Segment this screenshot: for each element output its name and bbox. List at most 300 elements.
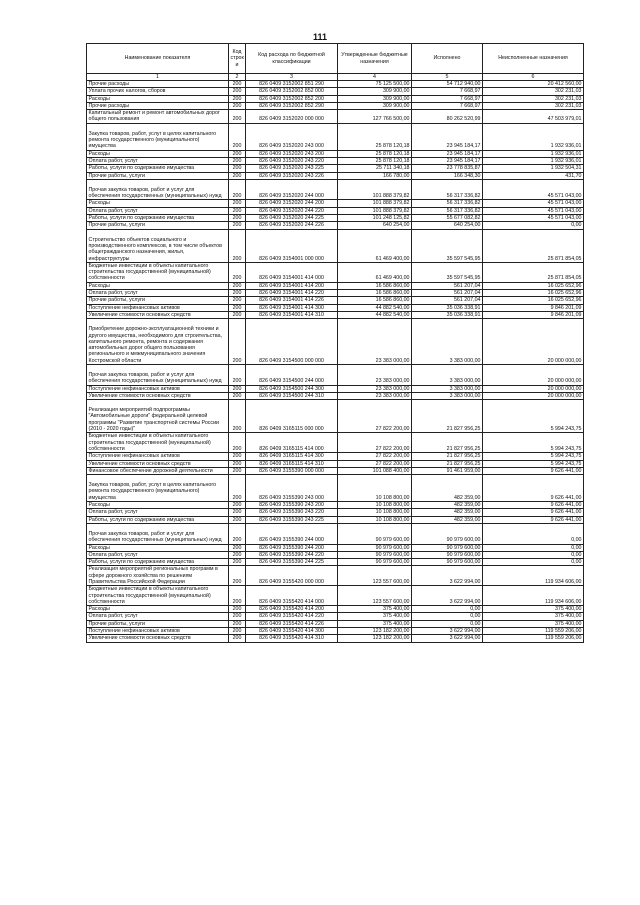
cell-code: 826 0409 3155420 414 226 xyxy=(246,620,338,627)
table-row xyxy=(87,385,584,392)
table-row xyxy=(87,297,584,304)
cell-executed: 23 778 835,87 xyxy=(412,165,483,172)
cell-code: 826 0409 3155390 244 220 xyxy=(246,551,338,558)
cell-approved: 25 878 120,18 xyxy=(338,150,412,157)
table-row xyxy=(87,586,584,606)
cell-approved: 23 383 000,00 xyxy=(338,364,412,385)
cell-approved: 25 878 120,18 xyxy=(338,157,412,164)
cell-line: 200 xyxy=(229,433,246,453)
cell-executed: 3 383 000,00 xyxy=(412,319,483,365)
cell-unexecuted: 0,00 xyxy=(483,523,584,544)
cell-unexecuted: 9 626 441,00 xyxy=(483,509,584,516)
cell-executed: 640 254,00 xyxy=(412,222,483,229)
cell-name: Поступление нефинансовых активов xyxy=(87,304,229,311)
cell-name: Увеличение стоимости основных средств xyxy=(87,460,229,467)
cell-code: 826 0409 3152020 244 226 xyxy=(246,222,338,229)
cell-approved: 27 822 200,00 xyxy=(338,460,412,467)
cell-executed: 35 597 545,95 xyxy=(412,229,483,262)
table-row xyxy=(87,453,584,460)
cell-name: Закупка товаров, работ, услуг в целях капитального ремонта государственного (муниципального) имущества xyxy=(87,475,229,502)
cell-approved: 90 979 600,00 xyxy=(338,551,412,558)
cell-line: 200 xyxy=(229,551,246,558)
cell-code: 826 0409 3155390 000 000 xyxy=(246,467,338,474)
cell-unexecuted: 119 559 206,00 xyxy=(483,635,584,642)
cell-approved: 101 248 125,82 xyxy=(338,215,412,222)
cell-unexecuted: 5 994 243,75 xyxy=(483,460,584,467)
cell-line: 200 xyxy=(229,516,246,523)
table-row xyxy=(87,262,584,282)
cell-name: Прочие работы, услуги xyxy=(87,222,229,229)
table-row xyxy=(87,606,584,613)
cell-executed: 23 945 184,17 xyxy=(412,157,483,164)
cell-line: 200 xyxy=(229,319,246,365)
cell-line: 200 xyxy=(229,544,246,551)
table-row xyxy=(87,559,584,566)
cell-executed: 561 207,04 xyxy=(412,290,483,297)
table-body xyxy=(87,81,584,643)
cell-line: 200 xyxy=(229,262,246,282)
cell-line: 200 xyxy=(229,110,246,124)
cell-code: 826 0409 3165115 414 000 xyxy=(246,433,338,453)
cell-unexecuted: 0,00 xyxy=(483,551,584,558)
cell-unexecuted: 25 871 854,05 xyxy=(483,229,584,262)
cell-line: 200 xyxy=(229,88,246,95)
column-number: 2 xyxy=(229,74,246,81)
table-row xyxy=(87,282,584,289)
table-row xyxy=(87,502,584,509)
cell-code: 826 0409 3152020 243 226 xyxy=(246,172,338,179)
cell-unexecuted: 5 994 243,75 xyxy=(483,400,584,433)
cell-code: 826 0409 3152020 244 220 xyxy=(246,207,338,214)
cell-line: 200 xyxy=(229,628,246,635)
cell-unexecuted: 16 025 652,96 xyxy=(483,297,584,304)
cell-code: 826 0409 3152002 852 200 xyxy=(246,95,338,102)
cell-name: Работы, услуги по содержанию имущества xyxy=(87,215,229,222)
cell-name: Расходы xyxy=(87,95,229,102)
cell-approved: 10 108 800,00 xyxy=(338,475,412,502)
cell-approved: 25 878 120,18 xyxy=(338,123,412,150)
cell-executed: 0,00 xyxy=(412,620,483,627)
cell-name: Увеличение стоимости основных средств xyxy=(87,311,229,318)
cell-executed: 3 622 994,00 xyxy=(412,628,483,635)
cell-executed: 56 317 336,82 xyxy=(412,207,483,214)
header-approved: Утвержденные бюджетные назначения xyxy=(338,44,412,74)
cell-name: Бюджетные инвестиции в объекты капитального строительства государственной (муниципальной) собственности xyxy=(87,586,229,606)
cell-line: 200 xyxy=(229,304,246,311)
cell-executed: 3 383 000,00 xyxy=(412,364,483,385)
cell-unexecuted: 302 231,03 xyxy=(483,95,584,102)
cell-line: 200 xyxy=(229,102,246,109)
table-row xyxy=(87,150,584,157)
cell-line: 200 xyxy=(229,229,246,262)
cell-code: 826 0409 3155390 243 225 xyxy=(246,516,338,523)
cell-approved: 101 888 379,82 xyxy=(338,200,412,207)
cell-approved: 123 557 600,00 xyxy=(338,586,412,606)
table-row xyxy=(87,613,584,620)
cell-executed: 561 207,04 xyxy=(412,297,483,304)
cell-line: 200 xyxy=(229,385,246,392)
table-row xyxy=(87,467,584,474)
cell-approved: 309 900,00 xyxy=(338,88,412,95)
cell-line: 200 xyxy=(229,460,246,467)
cell-line: 200 xyxy=(229,453,246,460)
cell-executed: 3 622 994,00 xyxy=(412,635,483,642)
cell-executed: 7 668,97 xyxy=(412,88,483,95)
table-row xyxy=(87,460,584,467)
table-row xyxy=(87,311,584,318)
cell-approved: 16 586 860,00 xyxy=(338,297,412,304)
cell-approved: 23 383 000,00 xyxy=(338,385,412,392)
cell-code: 826 0409 3154500 000 000 xyxy=(246,319,338,365)
table-row xyxy=(87,304,584,311)
cell-approved: 309 900,00 xyxy=(338,102,412,109)
cell-executed: 166 348,30 xyxy=(412,172,483,179)
cell-approved: 27 822 200,00 xyxy=(338,453,412,460)
cell-name: Увеличение стоимости основных средств xyxy=(87,392,229,399)
column-number: 3 xyxy=(246,74,338,81)
cell-unexecuted: 302 231,03 xyxy=(483,88,584,95)
cell-approved: 90 979 600,00 xyxy=(338,559,412,566)
cell-code: 826 0409 3155390 243 200 xyxy=(246,502,338,509)
cell-approved: 10 108 800,00 xyxy=(338,502,412,509)
cell-unexecuted: 9 846 201,09 xyxy=(483,304,584,311)
cell-name: Прочие расходы xyxy=(87,81,229,88)
cell-line: 200 xyxy=(229,157,246,164)
cell-executed: 21 827 956,25 xyxy=(412,433,483,453)
cell-executed: 90 979 600,00 xyxy=(412,559,483,566)
cell-unexecuted: 5 994 243,75 xyxy=(483,433,584,453)
cell-executed: 3 622 994,00 xyxy=(412,566,483,586)
cell-unexecuted: 20 000 000,00 xyxy=(483,319,584,365)
cell-line: 200 xyxy=(229,172,246,179)
cell-code: 826 0409 3155390 244 000 xyxy=(246,523,338,544)
cell-unexecuted: 9 626 441,00 xyxy=(483,475,584,502)
table-row xyxy=(87,200,584,207)
cell-executed: 482 359,00 xyxy=(412,502,483,509)
cell-line: 200 xyxy=(229,523,246,544)
cell-line: 200 xyxy=(229,179,246,200)
cell-line: 200 xyxy=(229,559,246,566)
table-row xyxy=(87,551,584,558)
table-row xyxy=(87,222,584,229)
table-row xyxy=(87,509,584,516)
cell-executed: 35 597 545,95 xyxy=(412,262,483,282)
cell-approved: 25 711 340,18 xyxy=(338,165,412,172)
cell-approved: 640 254,00 xyxy=(338,222,412,229)
cell-code: 826 0409 3155420 000 000 xyxy=(246,566,338,586)
cell-approved: 309 900,00 xyxy=(338,95,412,102)
cell-name: Оплата работ, услуг xyxy=(87,613,229,620)
table-row xyxy=(87,620,584,627)
table-row xyxy=(87,81,584,88)
cell-name: Оплата работ, услуг xyxy=(87,509,229,516)
cell-approved: 61 469 400,00 xyxy=(338,229,412,262)
cell-line: 200 xyxy=(229,392,246,399)
cell-approved: 27 822 200,00 xyxy=(338,433,412,453)
cell-unexecuted: 375 400,00 xyxy=(483,620,584,627)
table-row xyxy=(87,172,584,179)
cell-unexecuted: 0,00 xyxy=(483,222,584,229)
cell-approved: 90 979 600,00 xyxy=(338,544,412,551)
cell-executed: 91 461 959,00 xyxy=(412,467,483,474)
cell-approved: 123 182 200,00 xyxy=(338,635,412,642)
column-number-row xyxy=(87,74,584,81)
cell-unexecuted: 119 934 606,00 xyxy=(483,586,584,606)
cell-unexecuted: 119 559 206,00 xyxy=(483,628,584,635)
cell-line: 200 xyxy=(229,502,246,509)
cell-unexecuted: 375 400,00 xyxy=(483,613,584,620)
cell-code: 826 0409 3165115 414 310 xyxy=(246,460,338,467)
table-row xyxy=(87,290,584,297)
cell-line: 200 xyxy=(229,290,246,297)
cell-executed: 561 207,04 xyxy=(412,282,483,289)
cell-executed: 54 712 940,00 xyxy=(412,81,483,88)
cell-line: 200 xyxy=(229,297,246,304)
table-row xyxy=(87,179,584,200)
cell-approved: 375 400,00 xyxy=(338,620,412,627)
cell-name: Работы, услуги по содержанию имущества xyxy=(87,559,229,566)
cell-code: 826 0409 3152002 852 000 xyxy=(246,88,338,95)
header-row xyxy=(87,44,584,74)
cell-executed: 80 262 520,99 xyxy=(412,110,483,124)
table-row xyxy=(87,628,584,635)
cell-unexecuted: 375 400,00 xyxy=(483,606,584,613)
cell-line: 200 xyxy=(229,200,246,207)
table-row xyxy=(87,475,584,502)
cell-executed: 21 827 956,25 xyxy=(412,453,483,460)
cell-code: 826 0409 3152020 244 000 xyxy=(246,179,338,200)
cell-name: Оплата работ, услуг xyxy=(87,207,229,214)
cell-line: 200 xyxy=(229,509,246,516)
cell-executed: 3 622 994,00 xyxy=(412,586,483,606)
cell-approved: 16 586 860,00 xyxy=(338,282,412,289)
header-name: Наименование показателя xyxy=(87,44,229,74)
budget-report-table xyxy=(86,43,584,643)
cell-unexecuted: 47 503 979,01 xyxy=(483,110,584,124)
cell-name: Закупка товаров, работ, услуг в целях капитального ремонта государственного (муниципального) имущества xyxy=(87,123,229,150)
cell-approved: 44 882 540,00 xyxy=(338,311,412,318)
cell-name: Поступление нефинансовых активов xyxy=(87,453,229,460)
cell-name: Поступление нефинансовых активов xyxy=(87,385,229,392)
cell-code: 826 0409 3154500 244 000 xyxy=(246,364,338,385)
cell-unexecuted: 1 932 504,31 xyxy=(483,165,584,172)
cell-unexecuted: 45 571 043,00 xyxy=(483,200,584,207)
cell-name: Прочие расходы xyxy=(87,102,229,109)
cell-line: 200 xyxy=(229,606,246,613)
cell-code: 826 0409 3152020 000 000 xyxy=(246,110,338,124)
cell-name: Уплата прочих налогов, сборов xyxy=(87,88,229,95)
cell-name: Расходы xyxy=(87,282,229,289)
cell-name: Расходы xyxy=(87,150,229,157)
cell-unexecuted: 20 000 000,00 xyxy=(483,392,584,399)
cell-code: 826 0409 3154001 414 200 xyxy=(246,282,338,289)
cell-name: Работы, услуги по содержанию имущества xyxy=(87,516,229,523)
cell-code: 826 0409 3152020 244 200 xyxy=(246,200,338,207)
cell-name: Поступление нефинансовых активов xyxy=(87,628,229,635)
cell-approved: 101 888 379,82 xyxy=(338,179,412,200)
cell-executed: 35 036 338,91 xyxy=(412,304,483,311)
cell-line: 200 xyxy=(229,311,246,318)
cell-line: 200 xyxy=(229,123,246,150)
cell-unexecuted: 119 934 606,00 xyxy=(483,566,584,586)
cell-executed: 90 979 600,00 xyxy=(412,551,483,558)
cell-name: Оплата работ, услуг xyxy=(87,157,229,164)
table-row xyxy=(87,102,584,109)
cell-name: Расходы xyxy=(87,200,229,207)
cell-unexecuted: 16 025 652,96 xyxy=(483,290,584,297)
cell-unexecuted: 1 932 936,01 xyxy=(483,157,584,164)
cell-name: Финансовое обеспечение дорожной деятельности xyxy=(87,467,229,474)
cell-code: 826 0409 3165115 000 000 xyxy=(246,400,338,433)
cell-code: 826 0409 3152020 243 220 xyxy=(246,157,338,164)
cell-code: 826 0409 3154001 414 220 xyxy=(246,290,338,297)
table-row xyxy=(87,433,584,453)
cell-unexecuted: 1 932 936,01 xyxy=(483,123,584,150)
table-row xyxy=(87,319,584,365)
cell-name: Расходы xyxy=(87,544,229,551)
cell-code: 826 0409 3155420 414 200 xyxy=(246,606,338,613)
cell-approved: 375 400,00 xyxy=(338,606,412,613)
cell-approved: 127 766 500,00 xyxy=(338,110,412,124)
table-row xyxy=(87,544,584,551)
table-row xyxy=(87,165,584,172)
cell-approved: 27 822 200,00 xyxy=(338,400,412,433)
cell-code: 826 0409 3152020 243 200 xyxy=(246,150,338,157)
cell-approved: 90 979 600,00 xyxy=(338,523,412,544)
cell-name: Оплата работ, услуг xyxy=(87,290,229,297)
cell-name: Строительство объектов социального и производственного комплексов, в том числе объектов общегражданского назначения, жилья, инфраструктуры xyxy=(87,229,229,262)
cell-line: 200 xyxy=(229,635,246,642)
cell-executed: 56 317 336,82 xyxy=(412,200,483,207)
cell-executed: 21 827 956,25 xyxy=(412,460,483,467)
table-row xyxy=(87,229,584,262)
cell-line: 200 xyxy=(229,207,246,214)
cell-executed: 23 945 184,17 xyxy=(412,123,483,150)
cell-unexecuted: 45 571 043,00 xyxy=(483,179,584,200)
cell-unexecuted: 45 571 043,00 xyxy=(483,215,584,222)
table-row xyxy=(87,364,584,385)
cell-name: Прочие работы, услуги xyxy=(87,620,229,627)
cell-approved: 23 383 000,00 xyxy=(338,319,412,365)
cell-line: 200 xyxy=(229,400,246,433)
cell-executed: 23 945 184,17 xyxy=(412,150,483,157)
table-row xyxy=(87,392,584,399)
table-row xyxy=(87,207,584,214)
cell-name: Приобретение дорожно-эксплуатационной техники и другого имущества, необходимого для строительства, капитального ремонта, ремонта и содержания автомобильных дорог общего пользования регионального и межмуниципального значения Костромской области xyxy=(87,319,229,365)
header-executed: Исполнено xyxy=(412,44,483,74)
cell-unexecuted: 9 626 441,00 xyxy=(483,516,584,523)
cell-name: Бюджетные инвестиции в объекты капитального строительства государственной (муниципальной) собственности xyxy=(87,433,229,453)
cell-code: 826 0409 3152020 244 225 xyxy=(246,215,338,222)
cell-executed: 0,00 xyxy=(412,606,483,613)
column-number: 6 xyxy=(483,74,584,81)
cell-executed: 21 827 956,25 xyxy=(412,400,483,433)
cell-approved: 61 469 400,00 xyxy=(338,262,412,282)
table-row xyxy=(87,516,584,523)
cell-name: Расходы xyxy=(87,606,229,613)
cell-unexecuted: 25 871 854,05 xyxy=(483,262,584,282)
table-row xyxy=(87,110,584,124)
cell-unexecuted: 302 231,03 xyxy=(483,102,584,109)
cell-executed: 55 677 082,82 xyxy=(412,215,483,222)
cell-code: 826 0409 3152020 243 000 xyxy=(246,123,338,150)
cell-code: 826 0409 3154001 414 310 xyxy=(246,311,338,318)
cell-approved: 123 182 200,00 xyxy=(338,628,412,635)
cell-executed: 90 979 600,00 xyxy=(412,544,483,551)
cell-unexecuted: 45 571 043,00 xyxy=(483,207,584,214)
cell-name: Прочая закупка товаров, работ и услуг для обеспечения государственных (муниципальных) нужд xyxy=(87,523,229,544)
cell-executed: 3 383 000,00 xyxy=(412,385,483,392)
cell-executed: 7 668,97 xyxy=(412,95,483,102)
cell-approved: 166 780,00 xyxy=(338,172,412,179)
cell-unexecuted: 16 025 652,96 xyxy=(483,282,584,289)
cell-code: 826 0409 3165115 414 300 xyxy=(246,453,338,460)
table-row xyxy=(87,635,584,642)
cell-approved: 101 888 379,82 xyxy=(338,207,412,214)
header-code: Код расхода по бюджетной классификации xyxy=(246,44,338,74)
cell-name: Прочие работы, услуги xyxy=(87,172,229,179)
table-row xyxy=(87,523,584,544)
cell-executed: 3 383 000,00 xyxy=(412,392,483,399)
cell-code: 826 0409 3154500 244 310 xyxy=(246,392,338,399)
cell-line: 200 xyxy=(229,467,246,474)
cell-line: 200 xyxy=(229,215,246,222)
page-number: 111 xyxy=(312,32,328,42)
cell-executed: 90 979 600,00 xyxy=(412,523,483,544)
cell-unexecuted: 9 846 201,09 xyxy=(483,311,584,318)
cell-executed: 482 359,00 xyxy=(412,516,483,523)
column-number: 1 xyxy=(87,74,229,81)
cell-executed: 35 036 338,91 xyxy=(412,311,483,318)
cell-executed: 0,00 xyxy=(412,613,483,620)
table-row xyxy=(87,157,584,164)
cell-name: Работы, услуги по содержанию имущества xyxy=(87,165,229,172)
cell-line: 200 xyxy=(229,620,246,627)
cell-code: 826 0409 3155390 244 225 xyxy=(246,559,338,566)
header-line: Код строк и xyxy=(229,44,246,74)
cell-code: 826 0409 3154001 414 300 xyxy=(246,304,338,311)
cell-line: 200 xyxy=(229,613,246,620)
cell-executed: 56 317 336,82 xyxy=(412,179,483,200)
cell-executed: 7 668,97 xyxy=(412,102,483,109)
cell-approved: 44 882 540,00 xyxy=(338,304,412,311)
table-row xyxy=(87,88,584,95)
cell-line: 200 xyxy=(229,95,246,102)
cell-name: Бюджетные инвестиции в объекты капитального строительства государственной (муниципальной) собственности xyxy=(87,262,229,282)
cell-name: Увеличение стоимости основных средств xyxy=(87,635,229,642)
table-row xyxy=(87,400,584,433)
cell-name: Прочая закупка товаров, работ и услуг для обеспечения государственных (муниципальных) нужд xyxy=(87,364,229,385)
column-number: 4 xyxy=(338,74,412,81)
cell-code: 826 0409 3154500 244 300 xyxy=(246,385,338,392)
cell-code: 826 0409 3152002 852 290 xyxy=(246,102,338,109)
cell-code: 826 0409 3155390 244 200 xyxy=(246,544,338,551)
table-row xyxy=(87,566,584,586)
cell-unexecuted: 431,70 xyxy=(483,172,584,179)
cell-line: 200 xyxy=(229,586,246,606)
cell-approved: 16 586 860,00 xyxy=(338,290,412,297)
cell-approved: 10 108 800,00 xyxy=(338,516,412,523)
cell-unexecuted: 0,00 xyxy=(483,559,584,566)
cell-code: 826 0409 3155420 414 000 xyxy=(246,586,338,606)
cell-line: 200 xyxy=(229,150,246,157)
cell-line: 200 xyxy=(229,475,246,502)
cell-executed: 482 359,00 xyxy=(412,475,483,502)
cell-unexecuted: 9 626 441,00 xyxy=(483,467,584,474)
cell-unexecuted: 1 932 936,01 xyxy=(483,150,584,157)
column-number: 5 xyxy=(412,74,483,81)
cell-code: 826 0409 3152002 851 290 xyxy=(246,81,338,88)
